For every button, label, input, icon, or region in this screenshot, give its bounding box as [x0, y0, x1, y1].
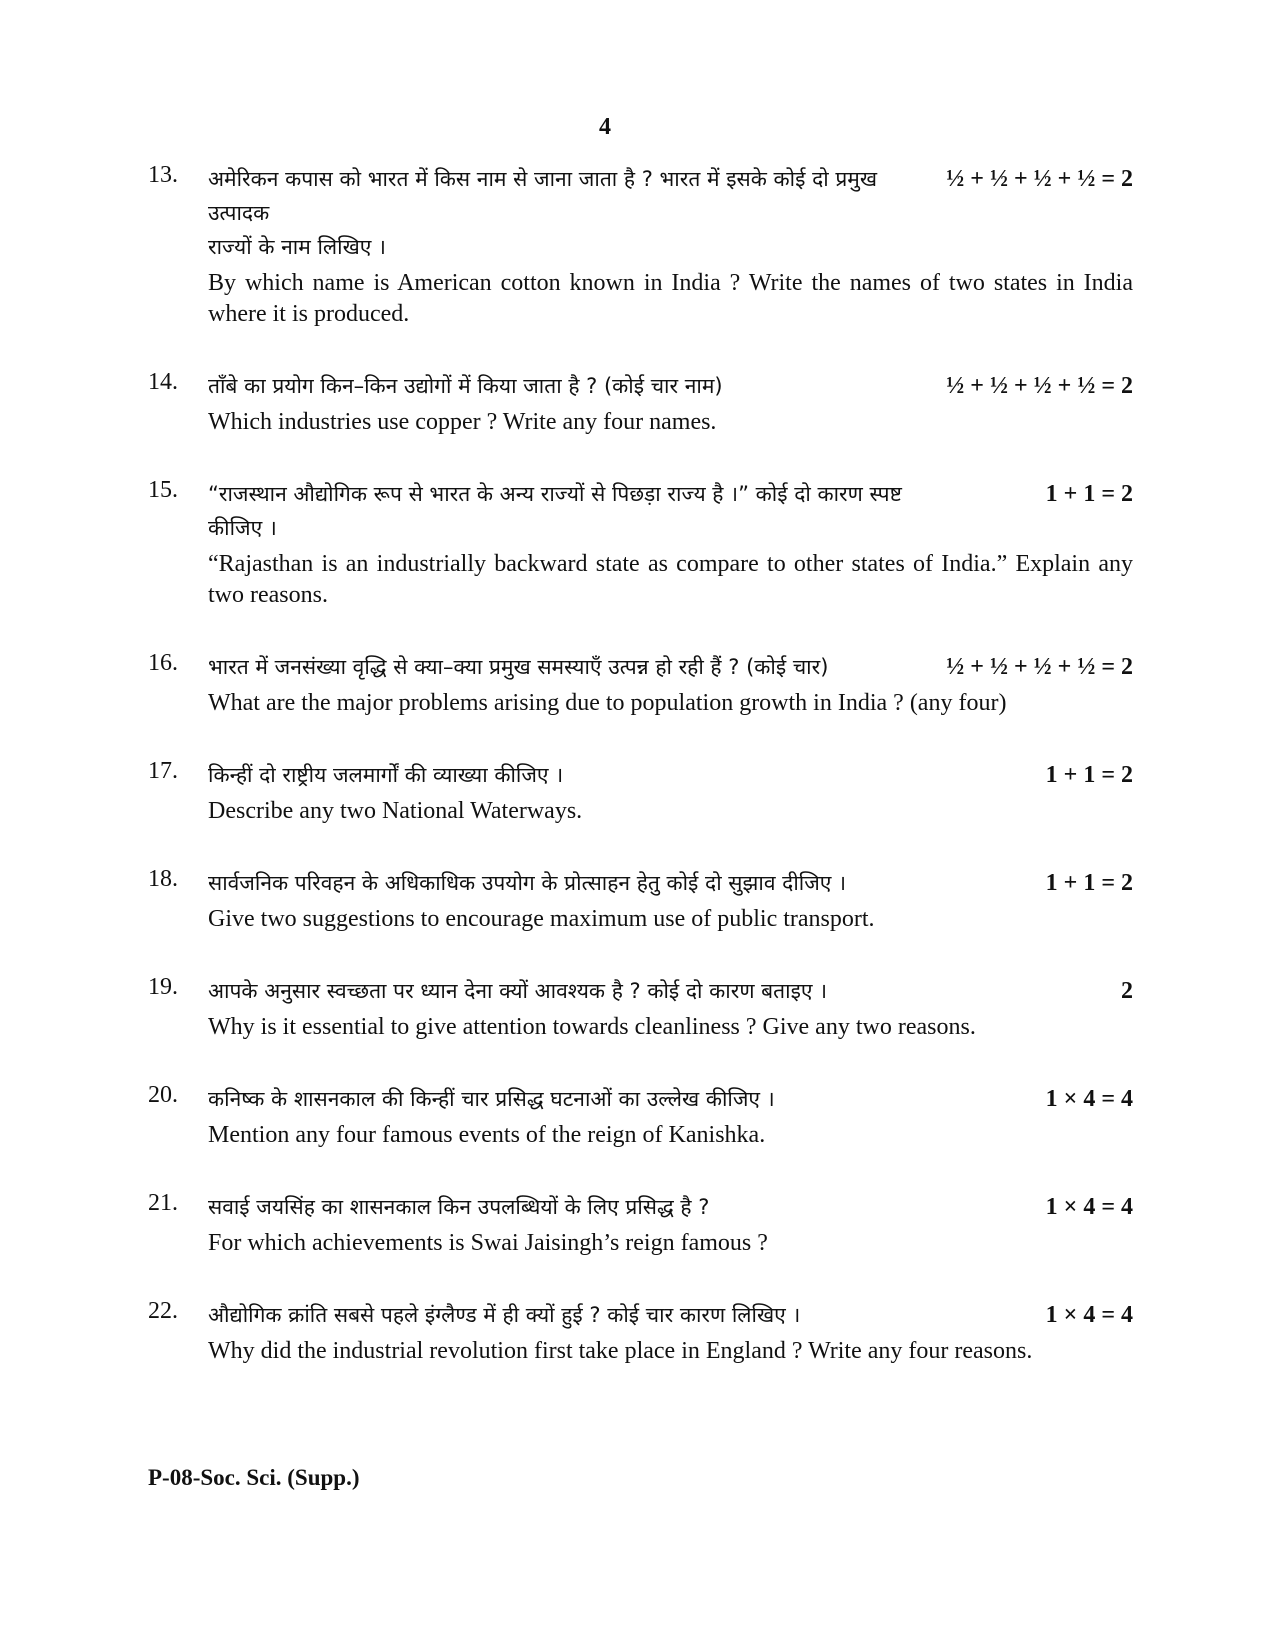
hindi-line: कनिष्क के शासनकाल की किन्हीं चार प्रसिद्ध घटनाओं का उल्लेख कीजिए ।	[208, 1087, 775, 1111]
question-number: 16.	[148, 650, 178, 676]
marks-allocation: ½ + ½ + ½ + ½ = 2	[946, 373, 1133, 399]
hindi-line: औद्योगिक क्रांति सबसे पहले इंग्लैण्ड में ही क्यों हुई ? कोई चार कारण लिखिए ।	[208, 1303, 801, 1327]
question-list	[148, 162, 1133, 1406]
marks-allocation: 1 + 1 = 2	[1045, 481, 1133, 507]
paper-code-footer: P-08-Soc. Sci. (Supp.)	[148, 1465, 360, 1490]
question-item	[148, 974, 1133, 1043]
question-text-hindi	[208, 650, 828, 684]
hindi-line: आपके अनुसार स्वच्छता पर ध्यान देना क्यों आवश्यक है ? कोई दो कारण बताइए ।	[208, 979, 828, 1003]
question-item	[148, 1082, 1133, 1151]
marks-allocation: 1 + 1 = 2	[1045, 762, 1133, 788]
question-number: 17.	[148, 758, 178, 784]
question-number: 15.	[148, 477, 178, 503]
hindi-line: ताँबे का प्रयोग किन–किन उद्योगों में किया जाता है ? (कोई चार नाम)	[208, 374, 723, 398]
hindi-line: राज्यों के नाम लिखिए ।	[208, 235, 387, 259]
question-number: 14.	[148, 369, 178, 395]
marks-allocation: 1 × 4 = 4	[1045, 1086, 1133, 1112]
question-text-english: For which achievements is Swai Jaisingh’s reign famous ?	[208, 1230, 768, 1256]
question-text-hindi	[208, 1298, 800, 1332]
question-text-hindi	[208, 1190, 709, 1224]
question-number: 22.	[148, 1298, 178, 1324]
question-item	[148, 369, 1133, 438]
question-text-english: “Rajasthan is an industrially backward state as compare to other states of India.” Explain any two reasons.	[208, 551, 1133, 608]
question-text-english: What are the major problems arising due to population growth in India ? (any four)	[208, 690, 1007, 716]
page-number: 4	[599, 114, 611, 140]
question-text-hindi	[208, 866, 846, 900]
question-number: 18.	[148, 866, 178, 892]
question-number: 19.	[148, 974, 178, 1000]
question-text-english: Why did the industrial revolution first take place in England ? Write any four reasons.	[208, 1338, 1033, 1364]
question-text-hindi	[208, 162, 932, 264]
hindi-line: “राजस्थान औद्योगिक रूप से भारत के अन्य राज्यों से पिछड़ा राज्य है ।” कोई दो कारण स्पष्ट	[208, 482, 902, 506]
question-text-english: Give two suggestions to encourage maximum use of public transport.	[208, 906, 875, 932]
marks-allocation: ½ + ½ + ½ + ½ = 2	[946, 166, 1133, 192]
question-number: 21.	[148, 1190, 178, 1216]
question-text-hindi	[208, 974, 827, 1008]
question-item	[148, 477, 1133, 611]
question-text-english: By which name is American cotton known in India ? Write the names of two states in India where it is produced.	[208, 270, 1133, 327]
question-number: 13.	[148, 162, 178, 188]
hindi-line: सार्वजनिक परिवहन के अधिकाधिक उपयोग के प्रोत्साहन हेतु कोई दो सुझाव दीजिए ।	[208, 871, 847, 895]
question-text-english: Mention any four famous events of the reign of Kanishka.	[208, 1122, 766, 1148]
marks-allocation: 2	[1121, 978, 1133, 1004]
marks-allocation: 1 × 4 = 4	[1045, 1302, 1133, 1328]
question-number: 20.	[148, 1082, 178, 1108]
hindi-line: सवाई जयसिंह का शासनकाल किन उपलब्धियों के लिए प्रसिद्ध है ?	[208, 1195, 710, 1219]
hindi-line: अमेरिकन कपास को भारत में किस नाम से जाना जाता है ? भारत में इसके कोई दो प्रमुख उत्पादक	[208, 167, 878, 225]
question-text-hindi	[208, 477, 902, 545]
question-text-english: Why is it essential to give attention towards cleanliness ? Give any two reasons.	[208, 1014, 976, 1040]
question-text-english: Which industries use copper ? Write any four names.	[208, 409, 717, 435]
question-item	[148, 1190, 1133, 1259]
question-item	[148, 162, 1133, 330]
hindi-line: भारत में जनसंख्या वृद्धि से क्या–क्या प्रमुख समस्याएँ उत्पन्न हो रही हैं ? (कोई चार)	[208, 655, 829, 679]
question-item	[148, 866, 1133, 935]
question-text-hindi	[208, 758, 563, 792]
question-text-hindi	[208, 369, 723, 403]
question-item	[148, 650, 1133, 719]
hindi-line: किन्हीं दो राष्ट्रीय जलमार्गों की व्याख्या कीजिए ।	[208, 763, 564, 787]
hindi-line: कीजिए ।	[208, 516, 277, 540]
question-text-hindi	[208, 1082, 775, 1116]
question-item	[148, 758, 1133, 827]
marks-allocation: ½ + ½ + ½ + ½ = 2	[946, 654, 1133, 680]
marks-allocation: 1 + 1 = 2	[1045, 870, 1133, 896]
marks-allocation: 1 × 4 = 4	[1045, 1194, 1133, 1220]
question-text-english: Describe any two National Waterways.	[208, 798, 583, 824]
question-item	[148, 1298, 1133, 1367]
